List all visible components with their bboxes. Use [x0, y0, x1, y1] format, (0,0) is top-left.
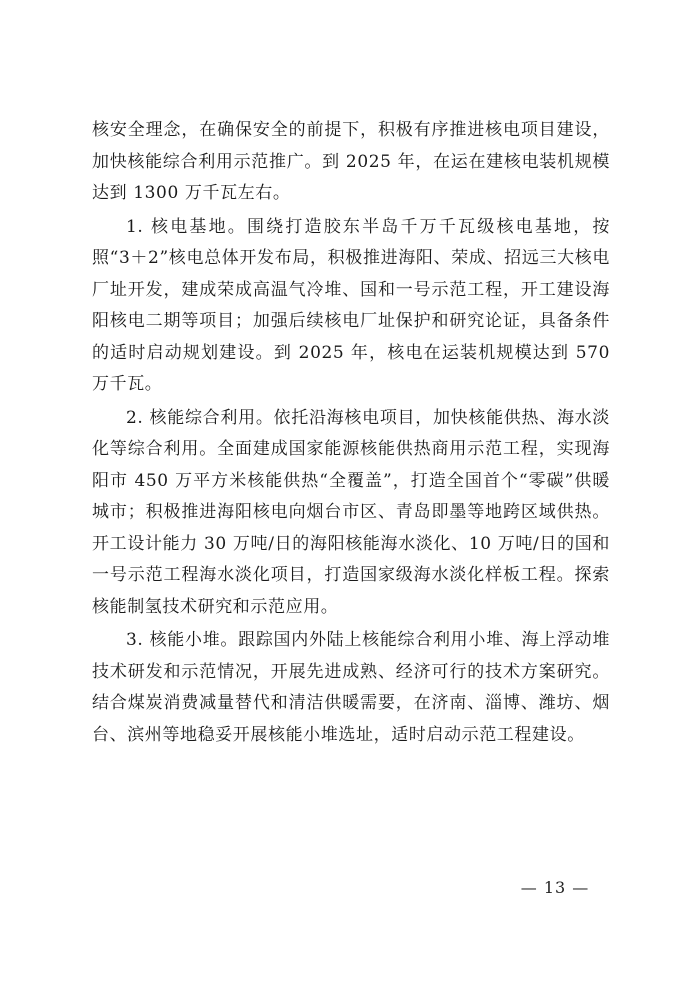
body-text [92, 115, 610, 751]
paragraph-small-reactors: 3. 核能小堆。跟踪国内外陆上核能综合利用小堆、海上浮动堆技术研发和示范情况，开展先进成熟、经济可行的技术方案研究。结合煤炭消费减量替代和清洁供暖需要，在济南、淄博、潍坊、烟台、滨州等地稳妥开展核能小堆选址，适时启动示范工程建设。 [92, 630, 610, 745]
page-number: — 13 — [520, 878, 590, 897]
paragraph-intro-continuation: 核安全理念，在确保安全的前提下，积极有序推进核电项目建设，加快核能综合利用示范推广。到 2025 年，在运在建核电装机规模达到 1300 万千瓦左右。 [92, 120, 610, 203]
paragraph-nuclear-comprehensive-use: 2. 核能综合利用。依托沿海核电项目，加快核能供热、海水淡化等综合利用。全面建成国家能源核能供热商用示范工程，实现海阳市 450 万平方米核能供热“全覆盖”，打造全国首个“零碳”供暖城市；积极推进海阳核电向烟台市区、青岛即墨等地跨区域供热。开工设计能力 30 万吨/日的海阳核能海水淡化、10 万吨/日的国和一号示范工程海水淡化项目，打造国家级海水淡化样板工程。探索核能制氢技术研究和示范应用。 [92, 407, 610, 617]
paragraph-nuclear-base: 1. 核电基地。围绕打造胶东半岛千万千瓦级核电基地，按照“3＋2”核电总体开发布局，积极推进海阳、荣成、招远三大核电厂址开发，建成荣成高温气冷堆、国和一号示范工程，开工建设海阳核电二期等项目；加强后续核电厂址保护和研究论证，具备条件的适时启动规划建设。到 2025 年，核电在运装机规模达到 570 万千瓦。 [92, 216, 610, 394]
